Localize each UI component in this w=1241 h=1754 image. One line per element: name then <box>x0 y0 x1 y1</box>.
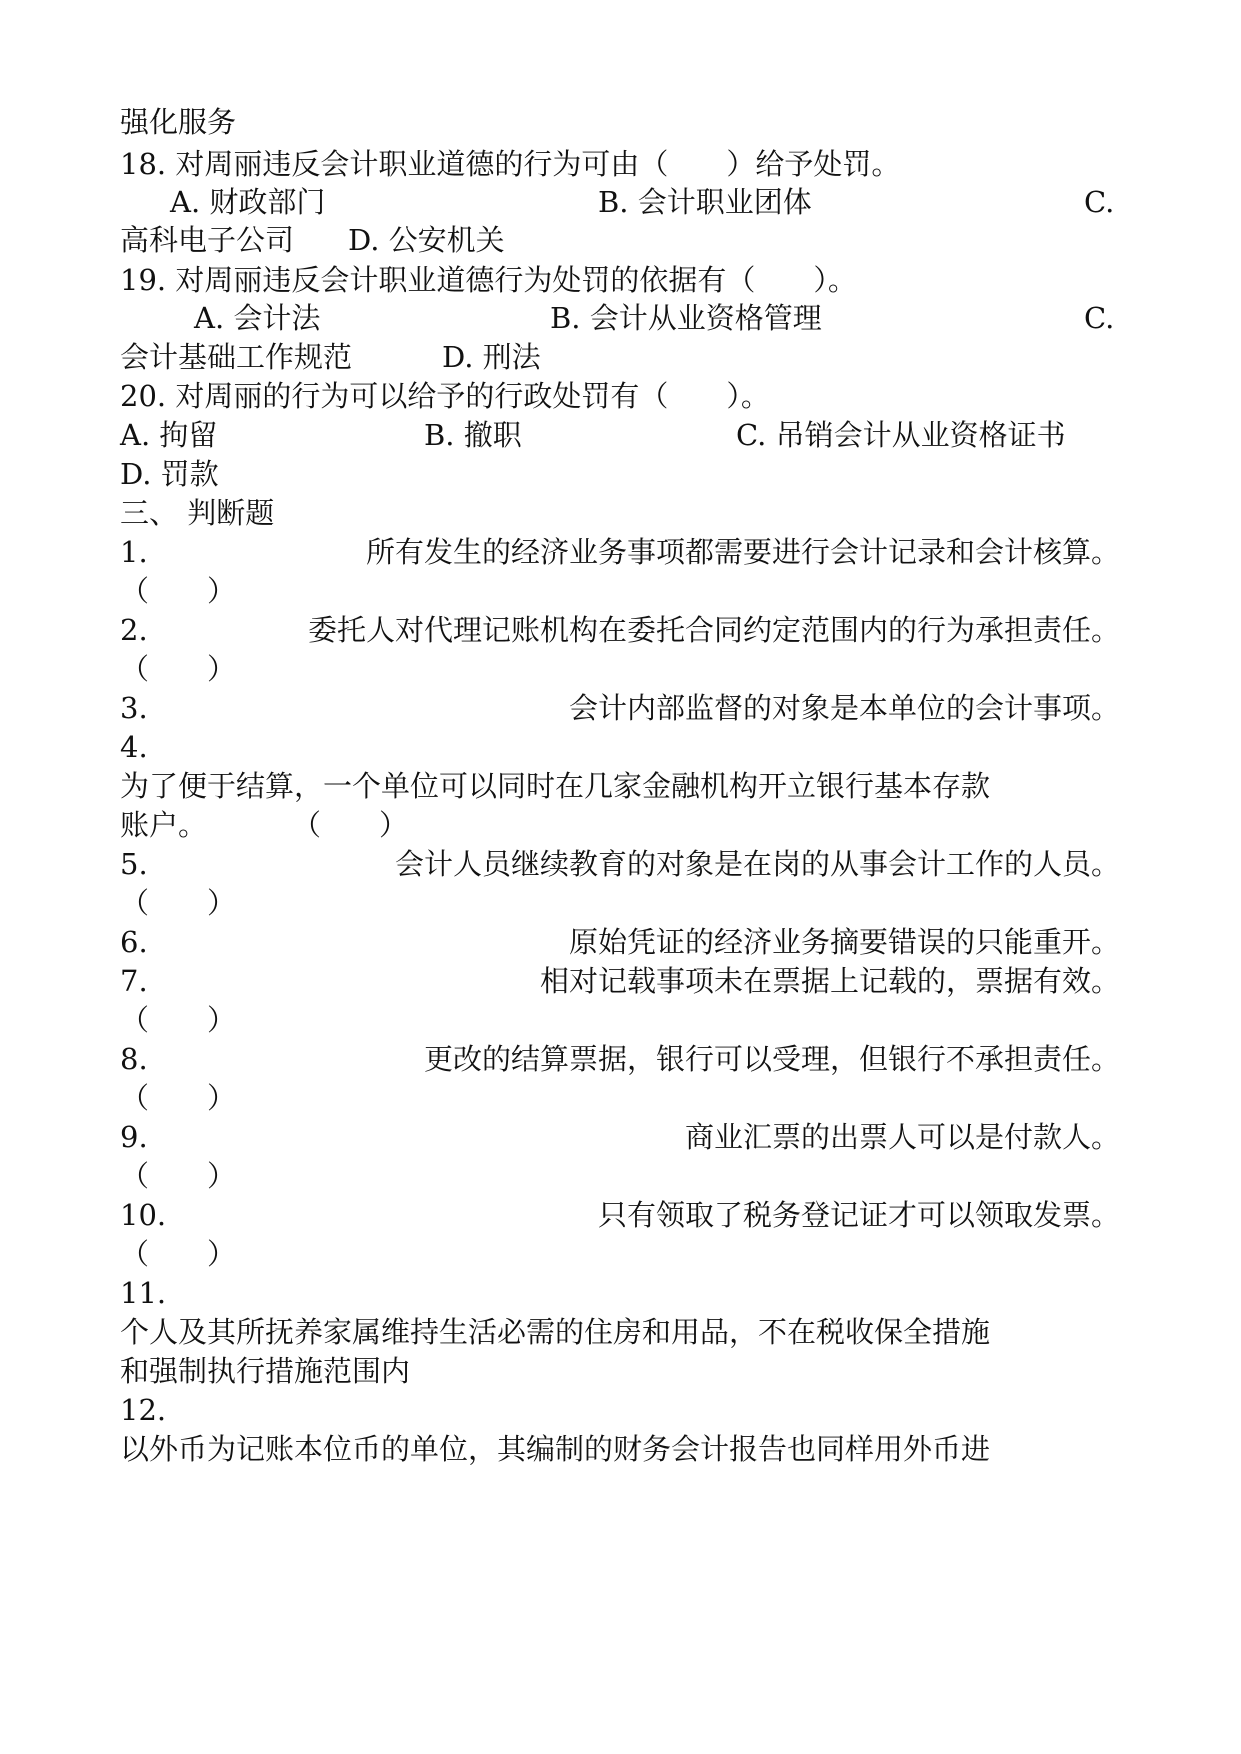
question-20-stem: 20. 对周丽的行为可以给予的行政处罚有（ ）。 <box>120 379 770 413</box>
item-number: 8. <box>120 1042 148 1076</box>
item-text: 相对记载事项未在票据上记载的，票据有效。 <box>539 964 1120 998</box>
tf-item-4-number: 4. <box>120 730 148 764</box>
option-b: B. 会计从业资格管理 <box>550 301 822 335</box>
question-19-options-row-2 <box>120 335 1120 379</box>
option-b: B. 撤职 <box>424 418 522 452</box>
option-c-text: 会计基础工作规范 <box>120 340 353 374</box>
item-number: 9. <box>120 1120 148 1154</box>
item-text: 所有发生的经济业务事项都需要进行会计记录和会计核算。 <box>365 535 1120 569</box>
tf-item-2 <box>120 608 1120 652</box>
tf-item-12-number: 12. <box>120 1393 167 1427</box>
option-c: C. 吊销会计从业资格证书 <box>736 418 1066 452</box>
tf-item-11-number: 11. <box>120 1276 167 1310</box>
tf-item-4-text: 为了便于结算，一个单位可以同时在几家金融机构开立银行基本存款 <box>120 769 991 803</box>
text-line: 强化服务 <box>120 105 237 139</box>
tf-item-10 <box>120 1193 1120 1237</box>
question-20-options-row <box>120 413 1120 457</box>
tf-item-9 <box>120 1115 1120 1159</box>
item-number: 7. <box>120 964 148 998</box>
option-a: A. 财政部门 <box>170 185 326 219</box>
option-a: A. 拘留 <box>120 418 218 452</box>
item-text: 更改的结算票据，银行可以受理，但银行不承担责任。 <box>423 1042 1120 1076</box>
item-text: 只有领取了税务登记证才可以领取发票。 <box>597 1198 1120 1232</box>
option-c-label: C. <box>1084 185 1115 219</box>
item-text: 会计内部监督的对象是本单位的会计事项。 <box>568 691 1120 725</box>
option-a: A. 会计法 <box>194 301 321 335</box>
item-number: 5. <box>120 847 148 881</box>
item-text: 账户。 <box>120 808 208 842</box>
tf-item-7 <box>120 959 1120 1003</box>
tf-item-8 <box>120 1037 1120 1081</box>
question-19-stem: 19. 对周丽违反会计职业道德行为处罚的依据有（ ）。 <box>120 263 857 297</box>
option-d: D. 公安机关 <box>348 223 505 257</box>
item-text: 委托人对代理记账机构在委托合同约定范围内的行为承担责任。 <box>307 613 1120 647</box>
answer-paren: （ ） <box>120 574 237 608</box>
tf-item-12-text: 以外币为记账本位币的单位，其编制的财务会计报告也同样用外币进 <box>120 1432 991 1466</box>
item-number: 2. <box>120 613 148 647</box>
option-d: D. 刑法 <box>442 340 541 374</box>
question-19-options-row <box>120 296 1120 340</box>
item-text: 商业汇票的出票人可以是付款人。 <box>684 1120 1120 1154</box>
section-heading: 三、 判断题 <box>120 496 275 530</box>
answer-paren: （ ） <box>120 1081 237 1115</box>
tf-item-11-text-2: 和强制执行措施范围内 <box>120 1354 411 1388</box>
tf-item-5 <box>120 842 1120 886</box>
item-text: 原始凭证的经济业务摘要错误的只能重开。 <box>568 925 1120 959</box>
option-c-label: C. <box>1084 301 1115 335</box>
answer-paren: （ ） <box>292 808 409 842</box>
answer-paren: （ ） <box>120 1159 237 1193</box>
question-18-stem: 18. 对周丽违反会计职业道德的行为可由（ ）给予处罚。 <box>120 147 901 181</box>
answer-paren: （ ） <box>120 652 237 686</box>
tf-item-4-text-2 <box>120 803 1120 847</box>
answer-paren: （ ） <box>120 886 237 920</box>
answer-paren: （ ） <box>120 1003 237 1037</box>
item-number: 1. <box>120 535 148 569</box>
answer-paren: （ ） <box>120 1237 237 1271</box>
question-20-option-d-row: D. 罚款 <box>120 457 219 491</box>
option-c-text: 高科电子公司 <box>120 223 295 257</box>
tf-item-3 <box>120 686 1120 730</box>
question-18-options-row-2 <box>120 218 1120 262</box>
item-number: 3. <box>120 691 148 725</box>
item-number: 10. <box>120 1198 167 1232</box>
item-text: 会计人员继续教育的对象是在岗的从事会计工作的人员。 <box>394 847 1120 881</box>
item-number: 6. <box>120 925 148 959</box>
tf-item-1 <box>120 530 1120 574</box>
option-b: B. 会计职业团体 <box>598 185 812 219</box>
tf-item-11-text: 个人及其所抚养家属维持生活必需的住房和用品，不在税收保全措施 <box>120 1315 991 1349</box>
tf-item-6 <box>120 920 1120 964</box>
